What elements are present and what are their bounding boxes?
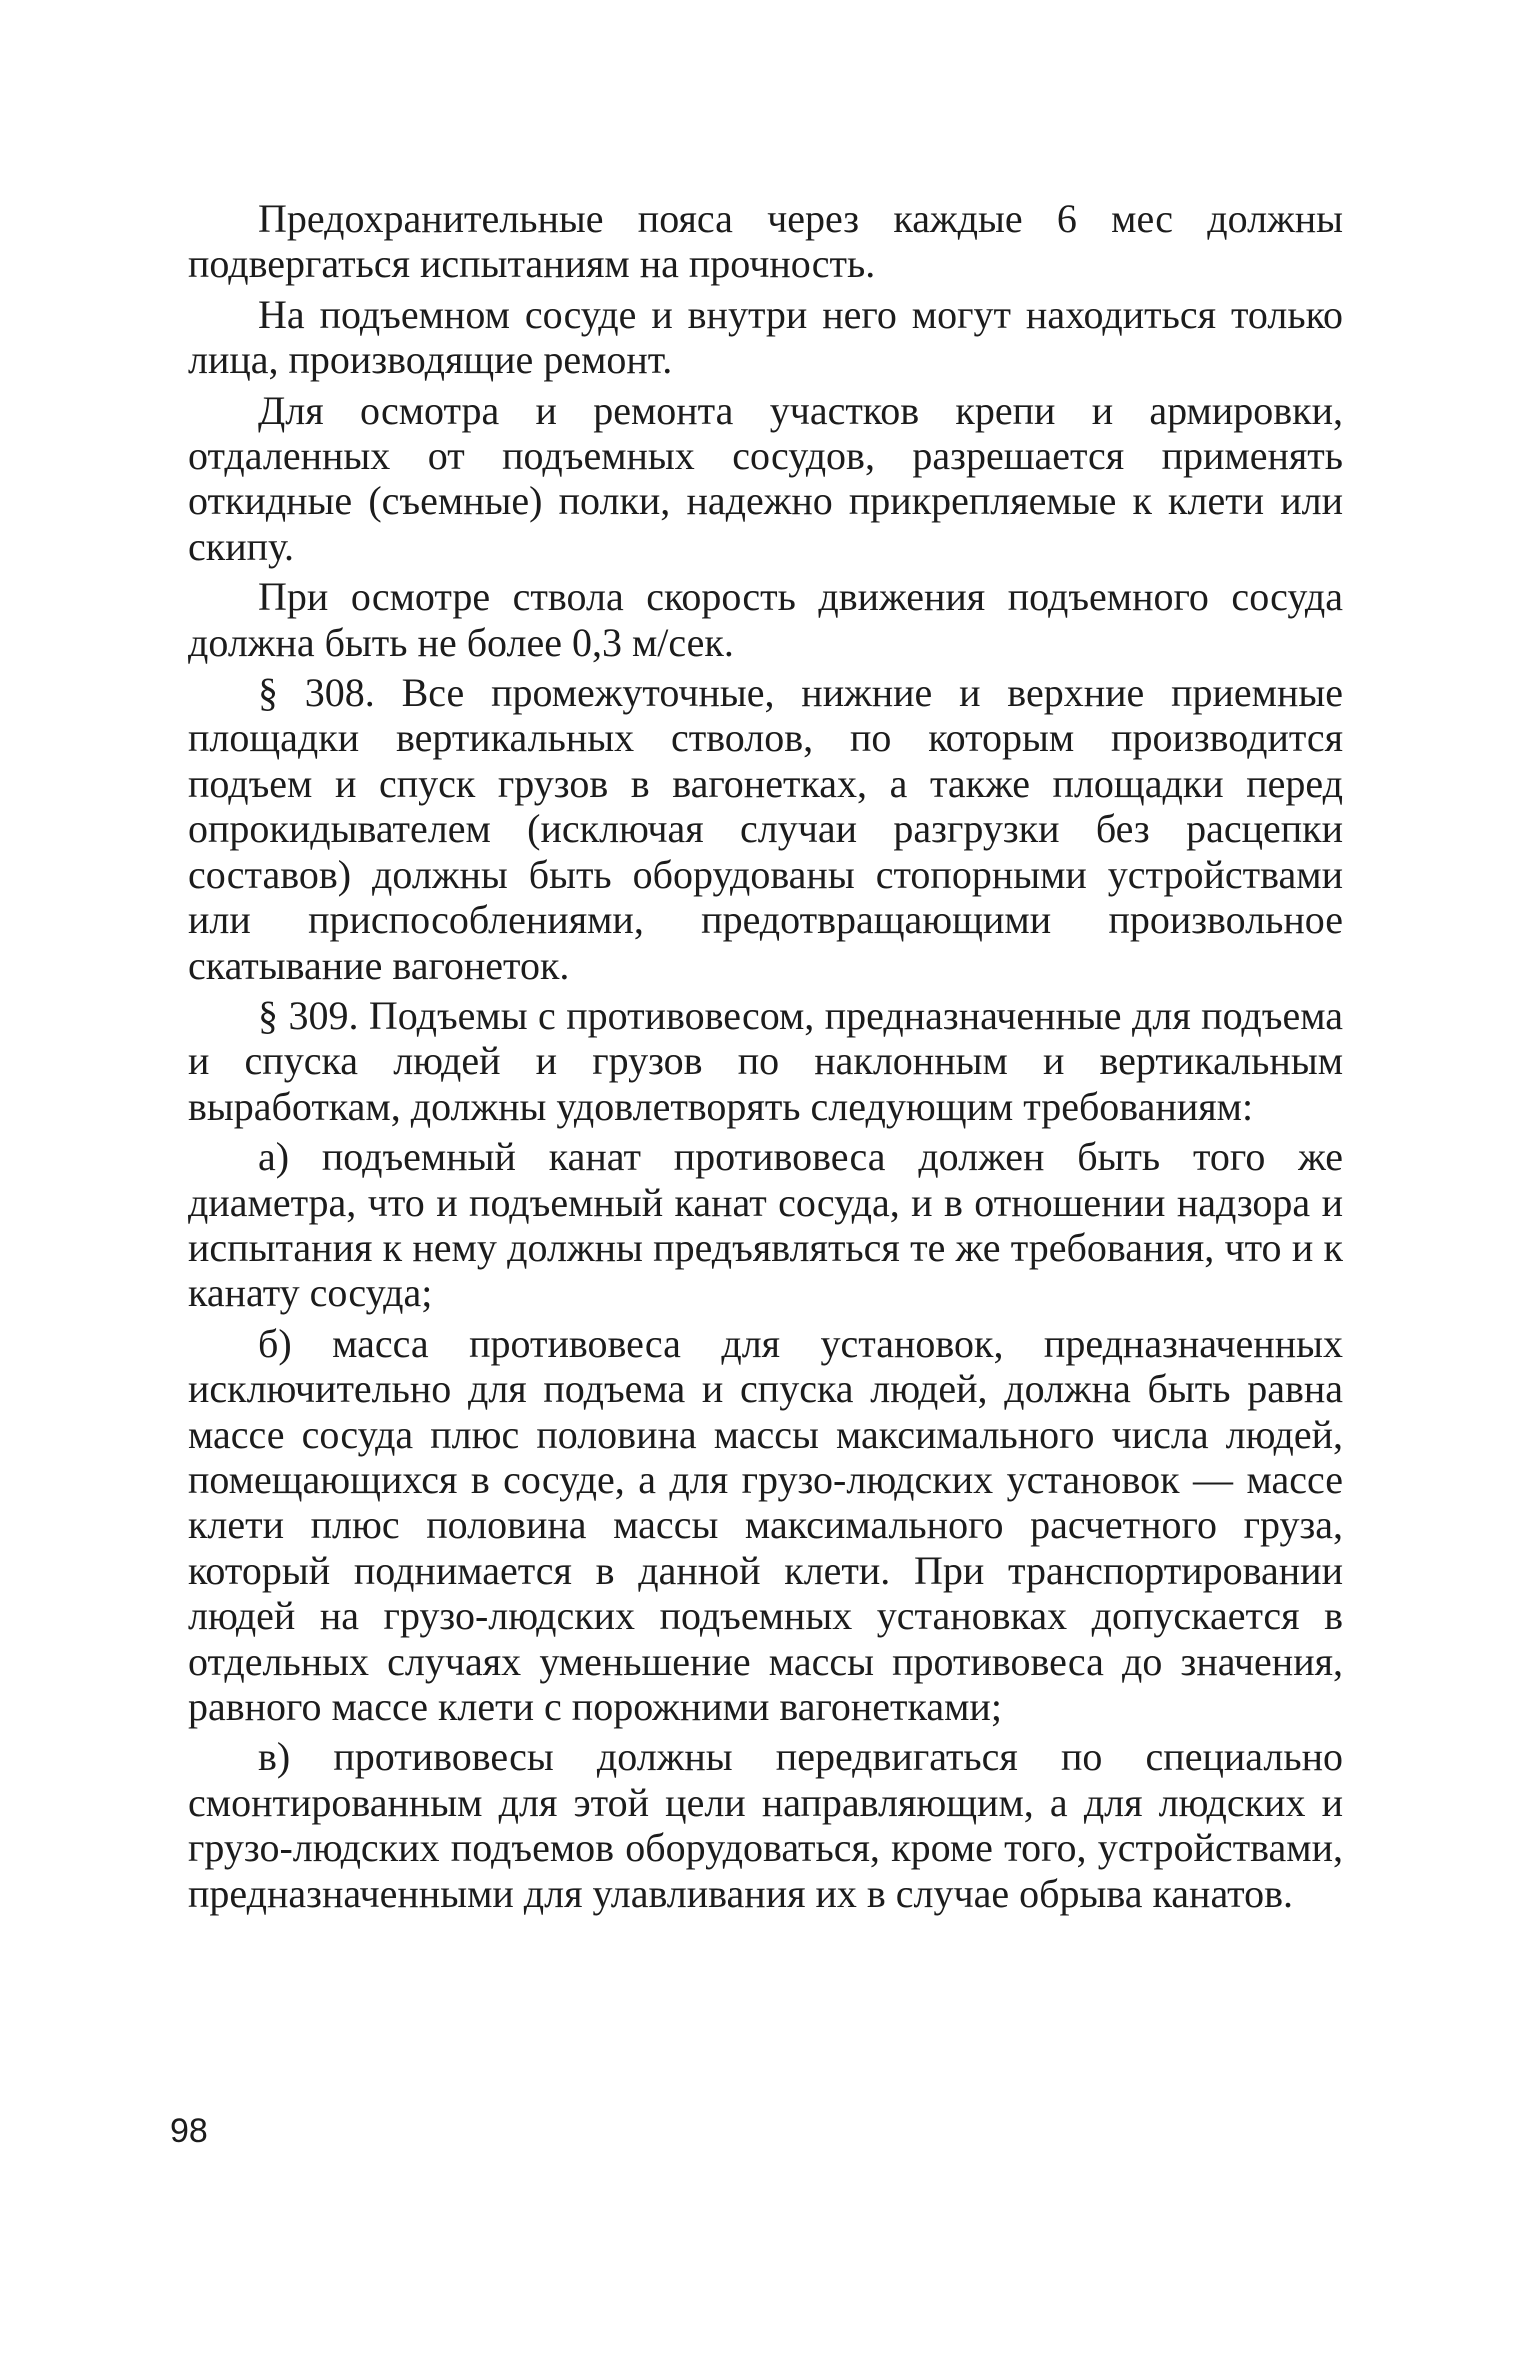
paragraph-safety-belts: Предохранительные пояса через каждые 6 мес должны подвергаться испытаниям на прочность. [188,196,1343,287]
paragraph-persons-on-vessel: На подъемном сосуде и внутри него могут находиться только лица, производящие ремонт. [188,291,1343,383]
body-text [188,196,1343,1921]
paragraph-section-308: § 308. Все промежуточные, нижние и верхние приемные площадки вертикальных стволов, по которым производится подъем и спуск грузов в вагонетках, а также площадки перед опрокидывателем (исключая случаи разгрузки без расцепки составов) должны быть оборудованы стопорными устройствами или приспособлениями, предотвращающими произвольное скатывание вагонеток. [188,670,1343,988]
paragraph-inspection-shelves: Для осмотра и ремонта участков крепи и армировки, отдаленных от подъемных сосудов, разрешается применять откидные (съемные) полки, надежно прикрепляемые к клети или скипу. [188,387,1343,569]
paragraph-section-309: § 309. Подъемы с противовесом, предназначенные для подъема и спуска людей и грузов по наклонным и вертикальным выработкам, должны удовлетворять следующим требованиям: [188,992,1343,1129]
paragraph-item-a: а) подъемный канат противовеса должен быть того же диаметра, что и подъемный канат сосуда, и в отношении надзора и испытания к нему должны предъявляться те же требования, что и к канату сосуда; [188,1134,1343,1316]
paragraph-inspection-speed: При осмотре ствола скорость движения подъемного сосуда должна быть не более 0,3 м/сек. [188,574,1343,665]
page-number: 98 [170,2112,208,2150]
paragraph-item-b: б) масса противовеса для установок, предназначенных исключительно для подъема и спуска людей, должна быть равна массе сосуда плюс половина массы максимального числа людей, помещающихся в сосуде, а для грузо-людских установок — массе клети плюс половина массы максимального расчетного груза, который поднимается в данной клети. При транспортировании людей на грузо-людских подъемных установках допускается в отдельных случаях уменьшение массы противовеса до значения, равного массе клети с порожними вагонетками; [188,1320,1343,1729]
paragraph-item-v: в) противовесы должны передвигаться по специально смонтированным для этой цели направляющим, а для людских и грузо-людских подъемов оборудоваться, кроме того, устройствами, предназначенными для улавливания их в случае обрыва канатов. [188,1734,1343,1916]
